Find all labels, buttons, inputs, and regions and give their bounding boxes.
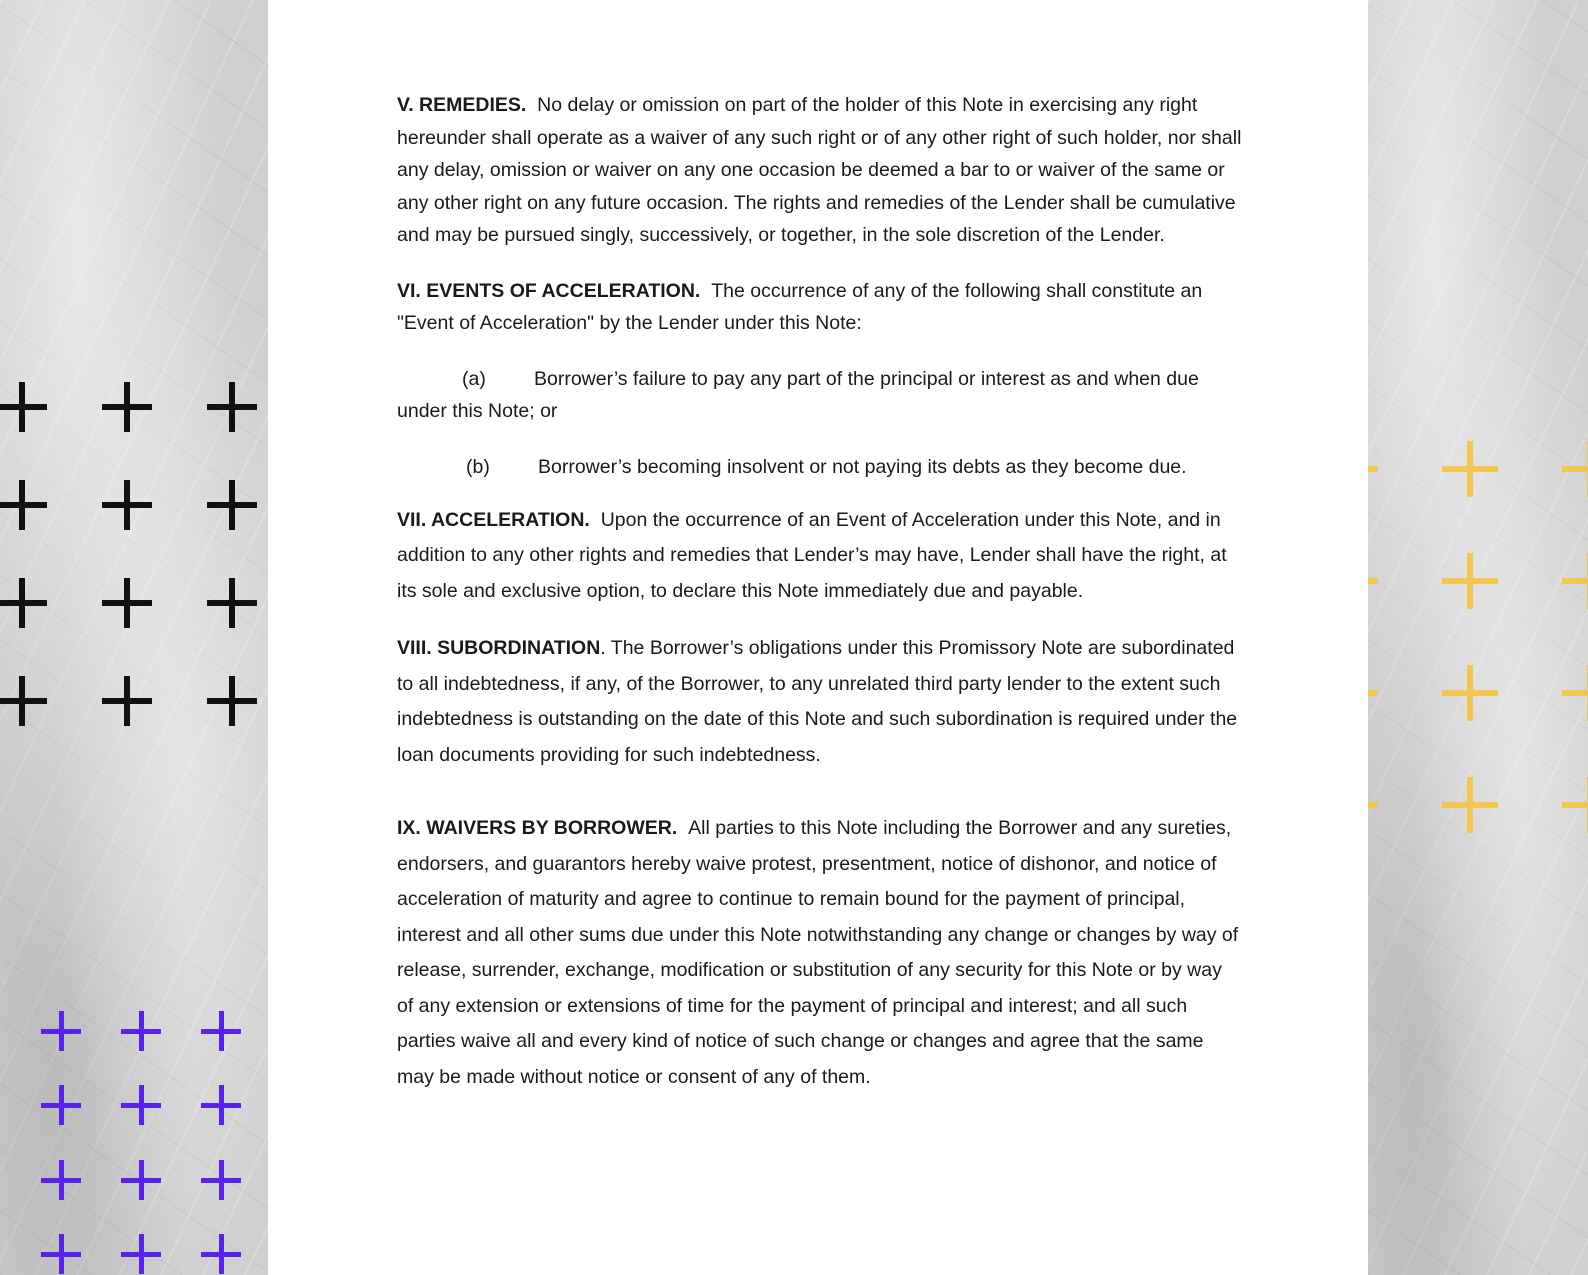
- section-heading: VII. ACCELERATION.: [397, 508, 590, 531]
- list-item: [397, 451, 1242, 484]
- section-waivers-by-borrower: [397, 811, 1242, 1095]
- section-heading: V. REMEDIES.: [397, 94, 527, 116]
- list-item-label: (b): [466, 455, 490, 478]
- section-remedies: [397, 89, 1242, 252]
- section-text: . The Borrower’s obligations under this Promissory Note are subordinated to all indebtedness, if any, of the Borrower, to any unrelated third party lender to the extent such indebtedness is outstanding on the date of this Note and such subordination is required under the loan documents providing for such indebtedness.: [397, 637, 1238, 766]
- document-body: [397, 89, 1242, 1095]
- list-item: [397, 363, 1242, 428]
- list-item-text: Borrower’s becoming insolvent or not paying its debts as they become due.: [538, 455, 1187, 478]
- section-text: The occurrence of any of the following shall constitute an "Event of Acceleration" by the Lender under this Note:: [397, 279, 1203, 334]
- section-heading: VIII. SUBORDINATION: [397, 637, 601, 659]
- paper-texture-right: [1368, 0, 1588, 1275]
- section-heading: VI. EVENTS OF ACCELERATION.: [397, 279, 701, 302]
- list-item-label: (a): [462, 367, 486, 390]
- section-subordination: [397, 631, 1242, 773]
- list-item-text: Borrower’s failure to pay any part of the principal or interest as and when due under this Note; or: [397, 367, 1199, 422]
- section-events-of-acceleration: [397, 275, 1242, 340]
- paper-texture-left: [0, 0, 268, 1275]
- section-heading: IX. WAIVERS BY BORROWER.: [397, 817, 678, 839]
- section-acceleration: [397, 503, 1242, 610]
- section-text: All parties to this Note including the Borrower and any sureties, endorsers, and guarantors hereby waive protest, presentment, notice of dishonor, and notice of acceleration of maturity and agree to continue to remain bound for the payment of principal, interest and all other sums due under this Note notwithstanding any change or changes by way of release, surrender, exchange, modification or substitution of any security for this Note or by way of any extension or extensions of time for the payment of principal and interest; and all such parties waive all and every kind of notice of such change or changes and agree that the same may be made without notice or consent of any of them.: [397, 817, 1239, 1088]
- document-page: [268, 0, 1368, 1275]
- section-text: Upon the occurrence of an Event of Acceleration under this Note, and in addition to any other rights and remedies that Lender’s may have, Lender shall have the right, at its sole and exclusive option, to declare this Note immediately due and payable.: [397, 508, 1227, 602]
- section-text: No delay or omission on part of the holder of this Note in exercising any right hereunder shall operate as a waiver of any such right or of any other right of such holder, nor shall any delay, omission or waiver on any one occasion be deemed a bar to or waiver of the same or any other right on any future occasion. The rights and remedies of the Lender shall be cumulative and may be pursued singly, successively, or together, in the sole discretion of the Lender.: [397, 94, 1242, 246]
